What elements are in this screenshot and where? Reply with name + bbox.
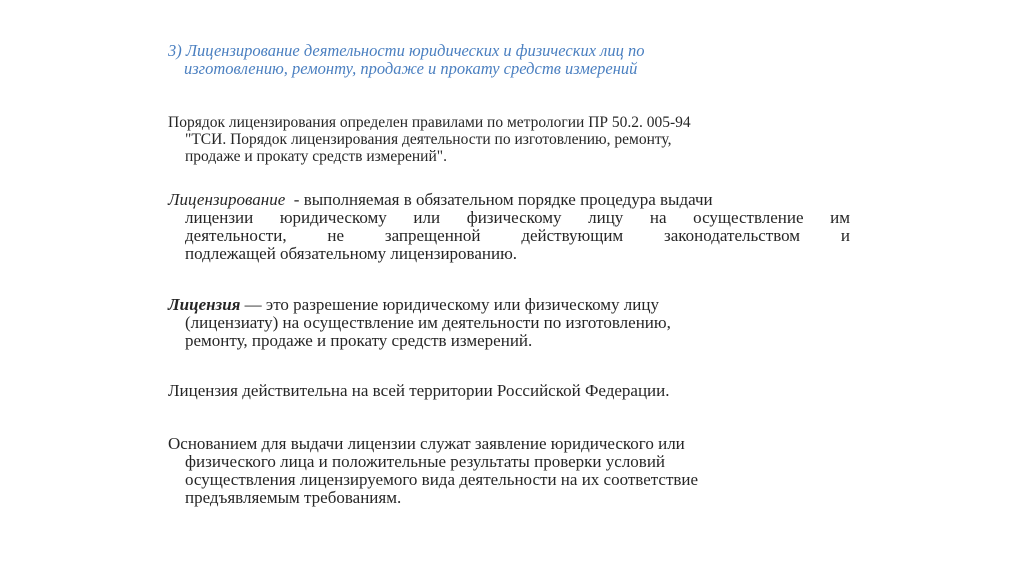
definition-text: - выполняемая в обязательном порядке процедура выдачи xyxy=(285,190,713,209)
term-licensing: Лицензирование xyxy=(168,190,286,209)
paragraph-line: деятельности, не запрещенной действующим законодательством и xyxy=(185,226,850,245)
paragraph-line: подлежащей обязательному лицензированию. xyxy=(185,244,518,263)
paragraph-license-definition xyxy=(168,296,850,350)
paragraph-licensing-definition xyxy=(168,191,850,263)
slide-title-line-1: 3) Лицензирование деятельности юридических и физических лиц по xyxy=(168,41,645,60)
paragraph-line: осуществления лицензируемого вида деятельности на их соответствие xyxy=(185,470,699,489)
paragraph-license-grounds xyxy=(168,435,850,507)
paragraph-line: физического лица и положительные результаты проверки условий xyxy=(185,452,666,471)
paragraph-line: продаже и прокату средств измерений". xyxy=(185,148,447,165)
paragraph-line: Основанием для выдачи лицензии служат заявление юридического или xyxy=(168,434,685,453)
slide-title xyxy=(168,42,808,78)
paragraph-licensing-order xyxy=(168,114,850,165)
paragraph-license-validity xyxy=(168,382,850,400)
definition-text: — это разрешение юридическому или физическому лицу xyxy=(240,295,659,314)
paragraph-line xyxy=(168,296,850,314)
paragraph-line: Порядок лицензирования определен правилами по метрологии ПР 50.2. 005-94 xyxy=(168,114,691,131)
paragraph-line: Лицензия действительна на всей территории Российской Федерации. xyxy=(168,381,670,400)
paragraph-line: лицензии юридическому или физическому лицу на осуществление им xyxy=(185,208,850,227)
term-license: Лицензия xyxy=(168,295,241,314)
paragraph-line: ремонту, продаже и прокату средств измерений. xyxy=(185,331,533,350)
slide-title-line-2: изготовлению, ремонту, продаже и прокату средств измерений xyxy=(184,59,638,78)
paragraph-line: (лицензиату) на осуществление им деятельности по изготовлению, xyxy=(185,313,671,332)
paragraph-line: предъявляемым требованиям. xyxy=(185,488,402,507)
paragraph-line xyxy=(168,191,850,209)
paragraph-line: "ТСИ. Порядок лицензирования деятельности по изготовлению, ремонту, xyxy=(185,131,672,148)
